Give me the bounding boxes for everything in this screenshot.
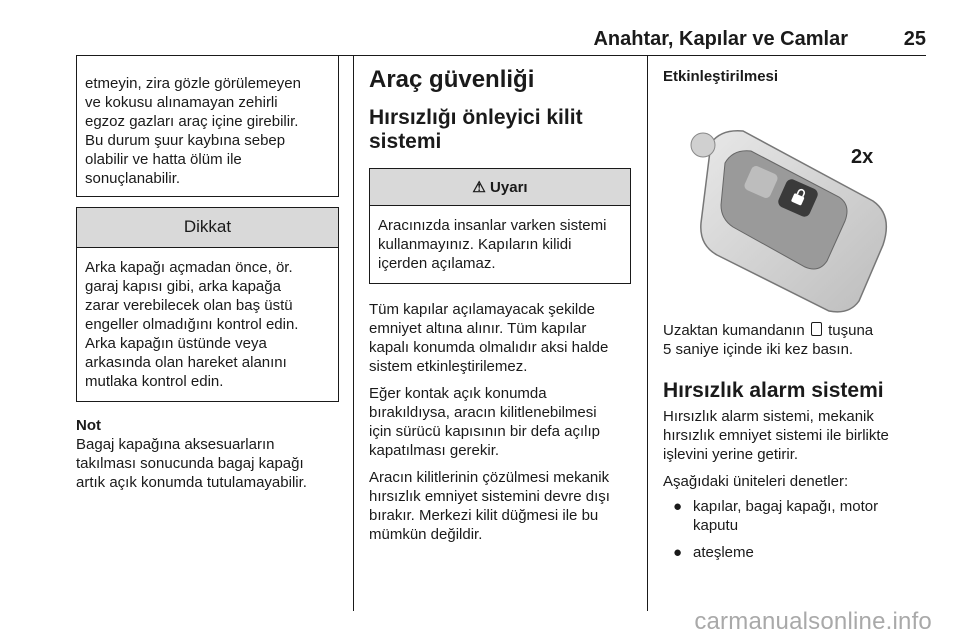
warning-title: Uyarı xyxy=(490,179,528,196)
text-line: kapalı konumda olmalıdır aksi halde xyxy=(369,339,609,356)
warning-continuation-box xyxy=(76,56,339,197)
text-line: Eğer kontak açık konumda xyxy=(369,385,547,402)
text-line: Hırsızlığı önleyici kilit xyxy=(369,106,583,129)
list-item: ● ateşleme xyxy=(673,544,754,561)
text-line: Bagaj kapağına aksesuarların xyxy=(76,436,275,453)
text-line: garaj kapısı gibi, arka kapağa xyxy=(85,278,281,295)
text-line: Tüm kapılar açılamayacak şekilde xyxy=(369,301,595,318)
text-line: emniyet altına alınır. Tüm kapılar xyxy=(369,320,587,337)
paragraph xyxy=(369,300,631,376)
text-line: ve kokusu alınamayan zehirli xyxy=(85,94,278,111)
text-line: Aracın kilitlerinin çözülmesi mekanik xyxy=(369,469,610,486)
text-line: Uzaktan kumandanın tuşuna xyxy=(663,322,874,339)
text-line: bırakıldıysa, aracın kilitlenebilmesi xyxy=(369,404,597,421)
remote-key-illustration xyxy=(663,105,925,313)
text-line: sonuçlanabilir. xyxy=(85,170,181,187)
page-number: 25 xyxy=(903,28,926,50)
lock-icon xyxy=(811,322,822,336)
text-line: artık açık konumda tutulamayabilir. xyxy=(76,474,307,491)
paragraph xyxy=(369,468,631,544)
text-line: engeller olmadığını kontrol edin. xyxy=(85,316,299,333)
chapter-title: Anahtar, Kapılar ve Camlar xyxy=(593,28,848,50)
subsection-label: Etkinleştirilmesi xyxy=(663,68,779,85)
paragraph xyxy=(663,407,925,464)
text-line: içerden açılamaz. xyxy=(378,255,496,272)
warning-box xyxy=(369,168,631,284)
bullet-icon: ● xyxy=(673,544,683,561)
text-line: etmeyin, zira gözle görülemeyen xyxy=(85,75,301,92)
text-line: kullanmayınız. Kapıların kilidi xyxy=(378,236,572,253)
bullet-icon: ● xyxy=(673,498,683,515)
warning-body xyxy=(370,206,630,283)
watermark: carmanualsonline.info xyxy=(694,608,932,635)
text-line: Bu durum şuur kaybına sebep xyxy=(85,132,286,149)
warning-icon: ⚠ xyxy=(472,179,486,196)
text-line: hırsızlık emniyet sistemi ile birlikte xyxy=(663,427,889,444)
text-line: Aracınızda insanlar varken sistemi xyxy=(378,217,607,234)
caution-box xyxy=(76,207,339,402)
text-line: zarar verebilecek olan baş üstü xyxy=(85,297,293,314)
text-line: Arka kapağın üstünde veya xyxy=(85,335,267,352)
text-line: Arka kapağı açmadan önce, ör. xyxy=(85,259,293,276)
column-left xyxy=(76,56,339,492)
text-line: işlevini yerine getirir. xyxy=(663,446,799,463)
column-middle xyxy=(369,56,631,544)
note-label: Not xyxy=(76,417,101,434)
column-divider xyxy=(353,55,354,611)
caution-title: Dikkat xyxy=(77,208,338,248)
note-text xyxy=(76,435,339,492)
text-line: hırsızlık emniyet sistemini devre dışı xyxy=(369,488,610,505)
subsection-heading xyxy=(369,106,631,154)
text-line: bırakır. Merkezi kilit düğmesi ile bu xyxy=(369,507,599,524)
text-line: olabilir ve hatta ölüm ile xyxy=(85,151,242,168)
text-line: sistem etkinleştirilemez. xyxy=(369,358,528,375)
bullet-list xyxy=(663,497,925,562)
press-count-label: 2x xyxy=(851,146,874,168)
text-line: kapatılması gerekir. xyxy=(369,442,500,459)
caution-body xyxy=(77,248,338,401)
section-heading: Araç güvenliği xyxy=(369,66,535,93)
caption xyxy=(663,321,925,359)
list-item: ● kapılar, bagaj kapağı, motor kaputu xyxy=(673,498,879,534)
subsection-heading: Hırsızlık alarm sistemi xyxy=(663,379,884,402)
paragraph: Aşağıdaki üniteleri denetler: xyxy=(663,473,849,490)
column-right xyxy=(663,56,925,570)
column-divider xyxy=(647,55,648,611)
text-line: için sürücü kapısının bir defa açılıp xyxy=(369,423,600,440)
text-line: mümkün değildir. xyxy=(369,526,483,543)
text-line: mutlaka kontrol edin. xyxy=(85,373,224,390)
text-line: arkasında olan hareket alanını xyxy=(85,354,287,371)
warning-header xyxy=(370,169,630,206)
text-line: Hırsızlık alarm sistemi, mekanik xyxy=(663,408,874,425)
paragraph xyxy=(369,384,631,460)
text-line: sistemi xyxy=(369,130,442,153)
text-line: egzoz gazları araç içine girebilir. xyxy=(85,113,299,130)
text-line: 5 saniye içinde iki kez basın. xyxy=(663,341,854,358)
text-line: takılması sonucunda bagaj kapağı xyxy=(76,455,304,472)
